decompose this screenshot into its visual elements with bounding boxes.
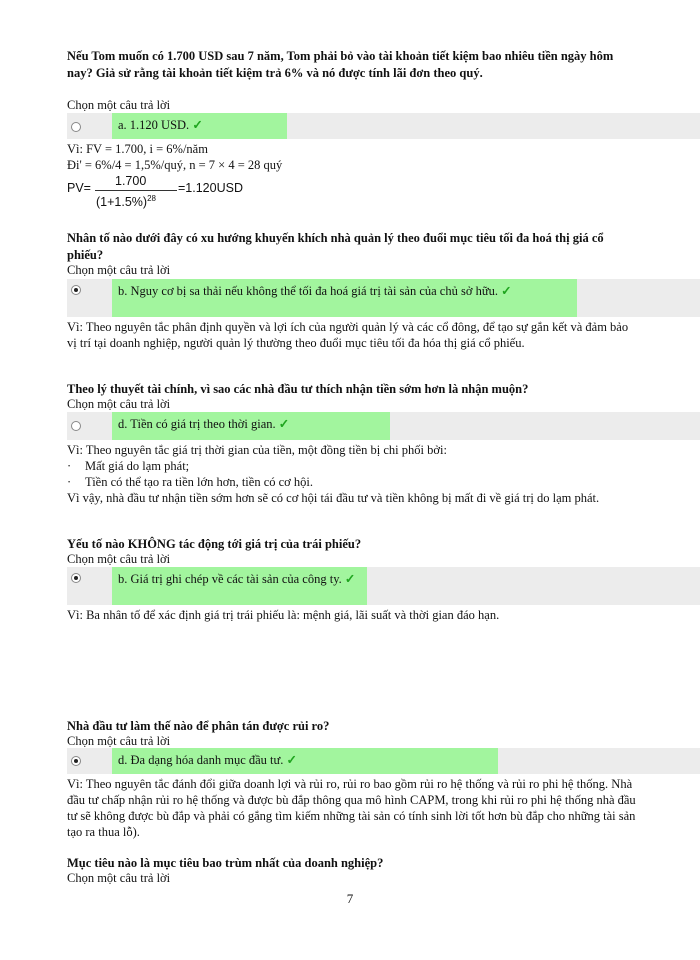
radio-button-5[interactable] <box>71 756 81 766</box>
radio-button-4[interactable] <box>71 573 81 583</box>
choose-label-5: Chọn một câu trả lời <box>67 734 171 748</box>
check-mark-icon: ✓ <box>286 753 298 767</box>
explanation-4 <box>67 607 637 623</box>
explain-prefix: Vì <box>67 142 80 156</box>
explain-prefix: Vì <box>67 443 80 457</box>
explanation-conclusion: Vì vậy, nhà đầu tư nhận tiền sớm hơn sẽ có cơ hội tái đầu tư và tiền không bị mất đi về giá trị do lạm phát. <box>67 491 600 505</box>
answer-option-3[interactable] <box>112 412 390 440</box>
explanation-line: Đi' = 6%/4 = 1,5%/quý, n = 7 × 4 = 28 quý <box>67 158 283 172</box>
question-5-text: Nhà đầu tư làm thế nào để phân tán được rủi ro? <box>67 719 330 733</box>
page-number: 7 <box>346 891 354 906</box>
formula-result: =1.120USD <box>178 181 243 195</box>
choose-label-3: Chọn một câu trả lời <box>67 397 171 411</box>
option-row-3 <box>67 412 700 440</box>
check-mark-icon: ✓ <box>344 572 356 586</box>
explanation-line: : Theo nguyên tắc giá trị thời gian của tiền, một đồng tiền bị chi phối bởi: <box>79 443 447 457</box>
question-1-text: Nếu Tom muốn có 1.700 USD sau 7 năm, Tom phải bỏ vào tài khoản tiết kiệm bao nhiêu tiền ngày hôm nay? Giả sử rằng tài khoản tiết kiệm trả 6% và nó được tính lãi đơn theo quý. <box>67 49 614 80</box>
choose-label-2: Chọn một câu trả lời <box>67 263 171 277</box>
radio-button-3[interactable] <box>71 421 81 431</box>
formula-numerator: 1.700 <box>115 174 147 188</box>
answer-text-1: a. 1.120 USD. <box>118 118 190 132</box>
check-mark-icon: ✓ <box>192 118 203 132</box>
radio-button-2[interactable] <box>71 285 81 295</box>
explanation-3 <box>67 442 637 506</box>
explain-prefix: Vì <box>67 608 80 622</box>
answer-option-4[interactable] <box>112 567 367 605</box>
formula-exponent: 28 <box>147 194 156 203</box>
explanation-2 <box>67 319 637 351</box>
explanation-line: : FV = 1.700, i = 6%/năm <box>79 142 208 156</box>
option-row-5 <box>67 748 700 774</box>
answer-option-2[interactable] <box>112 279 577 317</box>
choose-label-1: Chọn một câu trả lời <box>67 98 171 112</box>
explain-prefix: Vì <box>67 777 80 791</box>
option-row-4 <box>67 567 700 605</box>
question-2-text: Nhân tố nào dưới đây có xu hướng khuyến khích nhà quản lý theo đuổi mục tiêu tối đa hoá thị giá cổ phiếu? <box>67 231 604 262</box>
answer-text-5: d. Đa dạng hóa danh mục đầu tư. <box>118 753 284 767</box>
explain-prefix: Vì <box>67 320 80 334</box>
answer-option-1[interactable] <box>112 113 287 139</box>
question-6-text: Mục tiêu nào là mục tiêu bao trùm nhất của doanh nghiệp? <box>67 856 384 870</box>
choose-label-4: Chọn một câu trả lời <box>67 552 171 566</box>
choose-label-6: Chọn một câu trả lời <box>67 871 171 885</box>
question-3-text: Theo lý thuyết tài chính, vì sao các nhà đầu tư thích nhận tiền sớm hơn là nhận muộn? <box>67 382 529 396</box>
explanation-line: : Theo nguyên tắc đánh đổi giữa doanh lợi và rủi ro, rủi ro bao gồm rủi ro hệ thống và rủi ro phi hệ thống. Nhà đầu tư chấp nhận rủi ro hệ thống và được bù đắp thông qua mô hình CAPM, trong khi rủi ro phi hệ thống nhà đầu tư sẽ không được bù đắp và phải có gắng tìm kiếm những tài sản có tính sinh lời tốt hơn bù đắp cho những tài sản tạo ra thua lỗ). <box>67 777 636 839</box>
radio-button-1[interactable] <box>71 122 81 132</box>
question-4-text: Yếu tố nào KHÔNG tác động tới giá trị của trái phiếu? <box>67 537 362 551</box>
formula-lhs: PV= <box>67 181 91 195</box>
explanation-line: : Ba nhân tố để xác định giá trị trái phiếu là: mệnh giá, lãi suất và thời gian đáo hạn. <box>79 608 500 622</box>
bullet-item: · Mất giá do lạm phát; <box>67 458 637 474</box>
option-row-2 <box>67 279 700 317</box>
answer-text-2: b. Nguy cơ bị sa thải nếu không thể tối đa hoá giá trị tài sản của chủ sở hữu. <box>118 284 498 298</box>
option-row-1 <box>67 113 700 139</box>
explanation-5 <box>67 776 637 840</box>
formula-denominator: (1+1.5%) <box>96 195 148 210</box>
bullet-item: · Tiền có thể tạo ra tiền lớn hơn, tiền có cơ hội. <box>67 474 637 490</box>
answer-text-3: d. Tiền có giá trị theo thời gian. <box>118 417 276 431</box>
answer-text-4: b. Giá trị ghi chép về các tài sản của công ty. <box>118 572 342 586</box>
check-mark-icon: ✓ <box>501 284 512 298</box>
explanation-line: : Theo nguyên tắc phân định quyền và lợi ích của người quản lý và các cổ đông, để tạo sự gắn kết và đảm bảo vị trí tại doanh nghiệp, người quản lý thường theo đuổi mục tiêu tối đa hóa thị giá cổ phiếu. <box>67 320 629 350</box>
explanation-1 <box>67 141 637 173</box>
check-mark-icon: ✓ <box>278 417 290 431</box>
answer-option-5[interactable] <box>112 748 498 774</box>
fraction-bar <box>95 190 177 191</box>
